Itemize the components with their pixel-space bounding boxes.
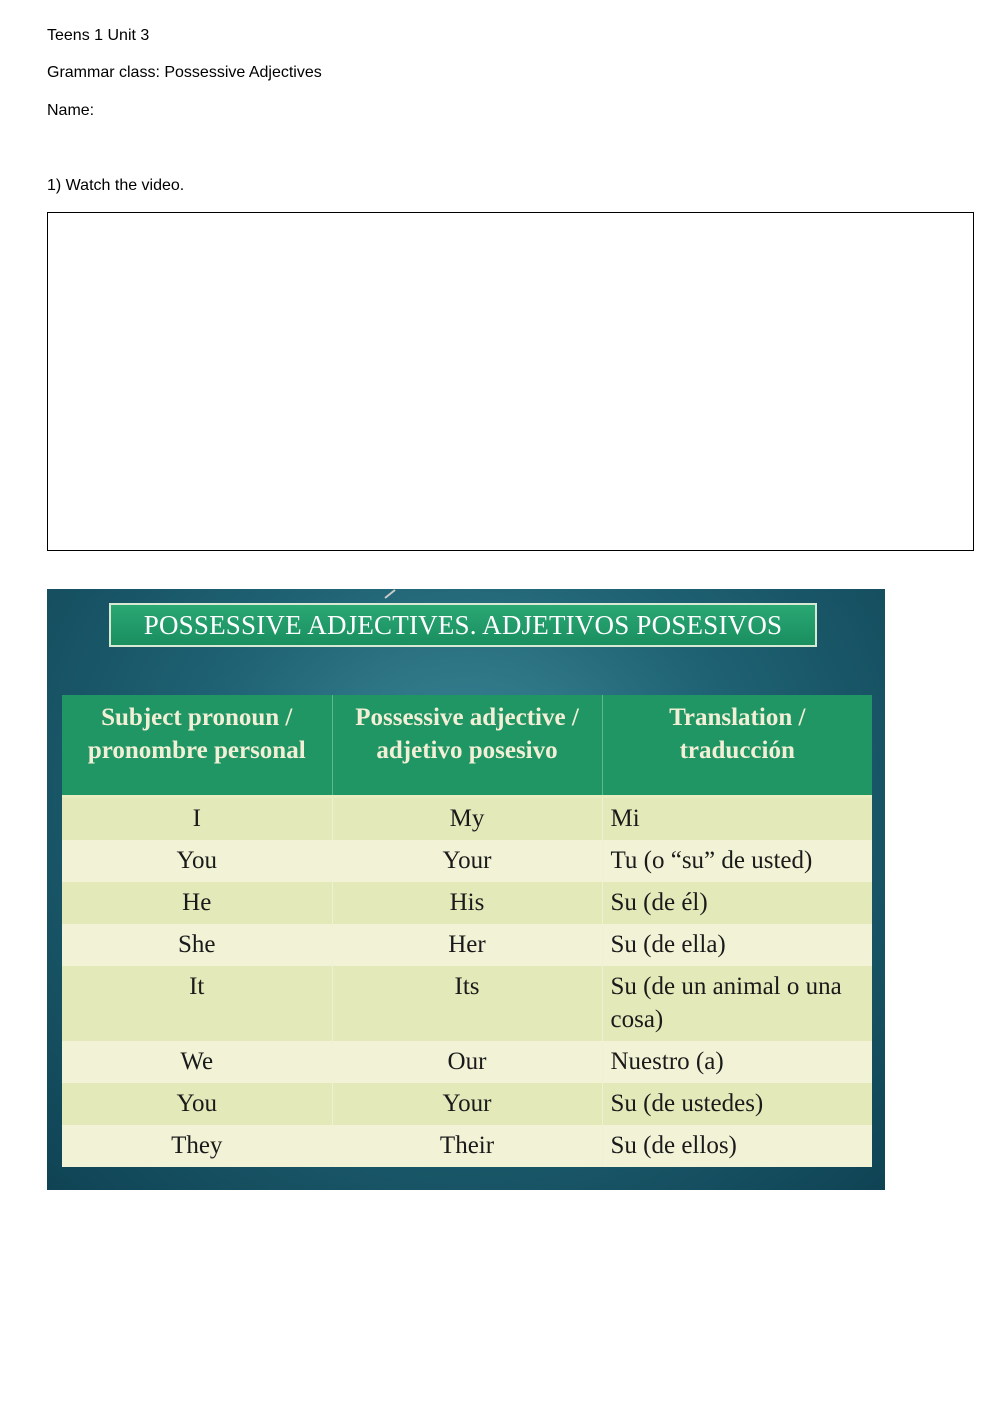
translation-cell: Nuestro (a) [602, 1041, 872, 1083]
adjective-cell: Her [332, 924, 602, 966]
table-row [62, 1083, 872, 1125]
adjective-cell: Your [332, 840, 602, 882]
pronoun-cell: I [62, 796, 332, 840]
table-row [62, 966, 872, 1041]
header-subject-pronoun: Subject pronoun / pronombre personal [62, 695, 332, 796]
table-row [62, 882, 872, 924]
translation-cell: Mi [602, 796, 872, 840]
translation-cell: Su (de ellos) [602, 1125, 872, 1167]
possessive-adjectives-slide [47, 589, 885, 1190]
possessive-table [62, 695, 872, 1167]
pronoun-cell: We [62, 1041, 332, 1083]
instruction-text: 1) Watch the video. [47, 177, 185, 194]
table-row [62, 924, 872, 966]
pronoun-cell: She [62, 924, 332, 966]
slide-title: POSSESSIVE ADJECTIVES. ADJETIVOS POSESIVOS [109, 603, 817, 647]
translation-cell: Su (de él) [602, 882, 872, 924]
adjective-cell: My [332, 796, 602, 840]
pronoun-cell: He [62, 882, 332, 924]
table-row [62, 796, 872, 840]
pronoun-cell: They [62, 1125, 332, 1167]
adjective-cell: Our [332, 1041, 602, 1083]
table-row [62, 1125, 872, 1167]
course-title: Teens 1 Unit 3 [47, 27, 150, 44]
video-frame[interactable] [47, 212, 974, 551]
pronoun-cell: It [62, 966, 332, 1041]
adjective-cell: Its [332, 966, 602, 1041]
table-row [62, 1041, 872, 1083]
translation-cell: Su (de ella) [602, 924, 872, 966]
translation-cell: Su (de un animal o una cosa) [602, 966, 872, 1041]
translation-cell: Su (de ustedes) [602, 1083, 872, 1125]
adjective-cell: Their [332, 1125, 602, 1167]
name-label: Name: [47, 102, 95, 119]
table-header-row [62, 695, 872, 796]
pronoun-cell: You [62, 840, 332, 882]
header-possessive-adjective: Possessive adjective / adjetivo posesivo [332, 695, 602, 796]
translation-cell: Tu (o “su” de usted) [602, 840, 872, 882]
header-translation: Translation / traducción [602, 695, 872, 796]
topic-title: Grammar class: Possessive Adjectives [47, 64, 322, 81]
table-row [62, 840, 872, 882]
adjective-cell: His [332, 882, 602, 924]
adjective-cell: Your [332, 1083, 602, 1125]
pencil-icon [383, 589, 397, 599]
pronoun-cell: You [62, 1083, 332, 1125]
